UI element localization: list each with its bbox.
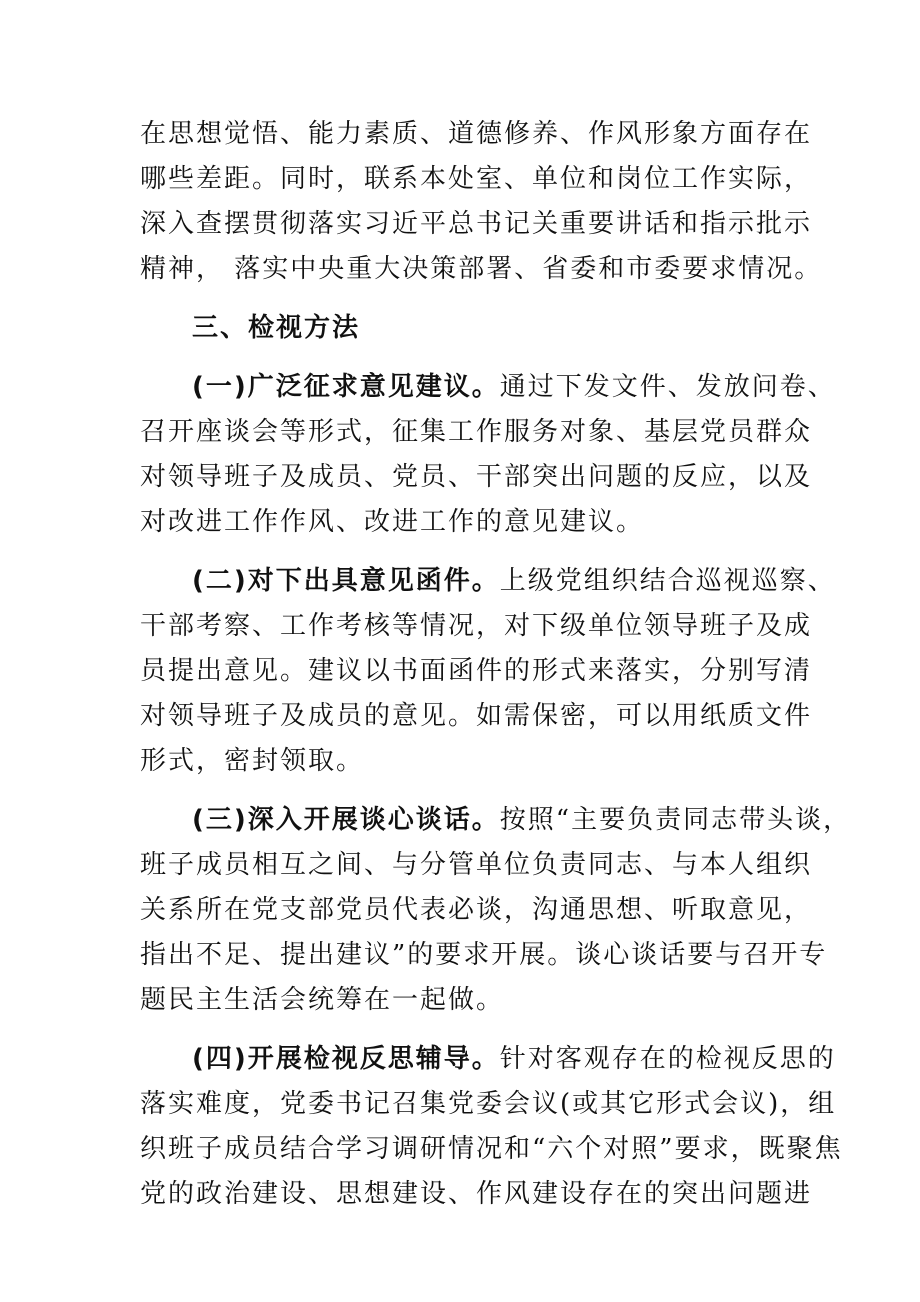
- paragraph-line: 召开座谈会等形式，征集工作服务对象、基层党员群众: [140, 417, 813, 447]
- paragraph-line: 对领导班子及成员、党员、干部突出问题的反应，以及: [140, 462, 813, 492]
- intro-line: 在思想觉悟、能力素质、道德修养、作风形象方面存在: [140, 119, 813, 149]
- document-body: [140, 112, 852, 1217]
- paragraph-line: 对改进工作作风、改进工作的意见建议。: [140, 507, 645, 537]
- paragraph-line: 指出不足、提出建议”的要求开展。谈心谈话要与召开专: [140, 940, 828, 970]
- paragraph-lead: (二)对下出具意见函件。: [192, 566, 500, 596]
- paragraph-first-line: [140, 1037, 836, 1082]
- intro-line: 精神， 落实中央重大决策部署、省委和市委要求情况。: [140, 254, 823, 284]
- paragraph-1: [140, 365, 836, 545]
- paragraph-2: [140, 559, 836, 784]
- paragraph-line: 形式，密封领取。: [140, 746, 365, 776]
- paragraph-line: 对领导班子及成员的意见。如需保密，可以用纸质文件: [140, 701, 813, 731]
- paragraph-line: 关系所在党支部党员代表必谈，沟通思想、听取意见，: [140, 895, 813, 925]
- paragraph-text: 按照“主要负责同志带头谈，: [499, 805, 852, 835]
- paragraph-line: 干部考察、工作考核等情况，对下级单位领导班子及成: [140, 611, 813, 641]
- paragraph-4: [140, 1037, 843, 1217]
- intro-paragraph: [140, 112, 823, 292]
- intro-line: 哪些差距。同时，联系本处室、单位和岗位工作实际，: [140, 164, 813, 194]
- paragraph-lead: (三)深入开展谈心谈话。: [192, 805, 500, 835]
- paragraph-line: 班子成员相互之间、与分管单位负责同志、与本人组织: [140, 850, 813, 880]
- paragraph-text: 针对客观存在的检视反思的: [499, 1044, 836, 1074]
- paragraph-text: 通过下发文件、发放问卷、: [499, 372, 836, 402]
- paragraph-lead: (四)开展检视反思辅导。: [192, 1044, 500, 1074]
- paragraph-line: 题民主生活会统筹在一起做。: [140, 985, 505, 1015]
- paragraph-first-line: [140, 365, 836, 410]
- paragraph-3: [140, 798, 852, 1023]
- paragraph-line: 员提出意见。建议以书面函件的形式来落实，分别写清: [140, 656, 813, 686]
- intro-line: 深入查摆贯彻落实习近平总书记关重要讲话和指示批示: [140, 209, 813, 239]
- paragraph-text: 上级党组织结合巡视巡察、: [499, 566, 836, 596]
- paragraph-first-line: [140, 559, 836, 604]
- paragraph-line: 党的政治建设、思想建设、作风建设存在的突出问题进: [140, 1179, 813, 1209]
- paragraph-line: 落实难度，党委书记召集党委会议(或其它形式会议)，组: [140, 1089, 837, 1119]
- paragraph-first-line: [140, 798, 852, 843]
- section-heading: 三、检视方法: [192, 313, 361, 343]
- paragraph-line: 织班子成员结合学习调研情况和“六个对照”要求，既聚焦: [140, 1134, 843, 1164]
- paragraph-lead: (一)广泛征求意见建议。: [192, 372, 500, 402]
